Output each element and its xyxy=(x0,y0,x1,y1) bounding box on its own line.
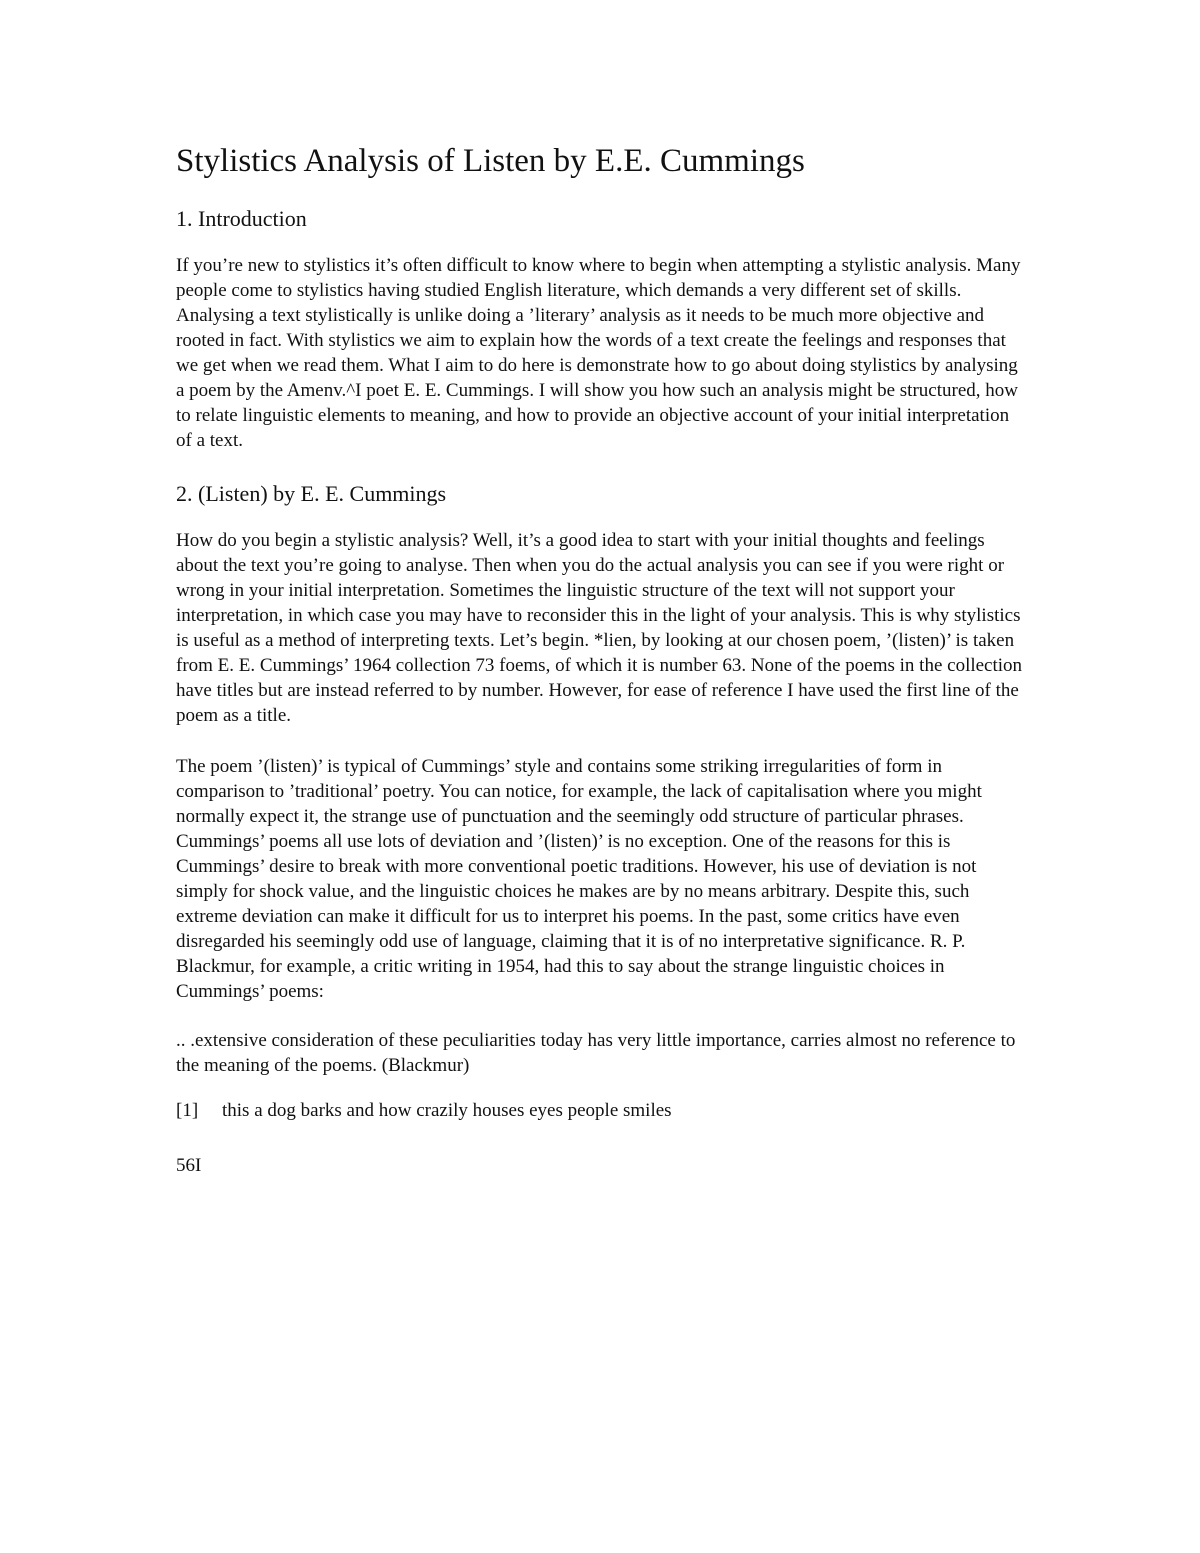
listen-paragraph-1: How do you begin a stylistic analysis? Well, it’s a good idea to start with your initial thoughts and feelings about the text you’re going to analyse. Then when you do the actual analysis you can see if you were right or wrong in your initial interpretation. Sometimes the linguistic structure of the text will not support your interpretation, in which case you may have to reconsider this in the light of your analysis. This is why stylistics is useful as a method of interpreting texts. Let’s begin. *lien, by looking at our chosen poem, ’(listen)’ is taken from E. E. Cummings’ 1964 collection 73 foems, of which it is number 63. None of the poems in the collection have titles but are instead referred to by number. However, for ease of reference I have used the first line of the poem as a title. xyxy=(176,530,1023,726)
document-title: Stylistics Analysis of Listen by E.E. Cummings xyxy=(176,143,805,179)
blackmur-quote: .. .extensive consideration of these peculiarities today has very little importance, carries almost no reference to the meaning of the poems. (Blackmur) xyxy=(176,1030,1016,1076)
example-text: this a dog barks and how crazily houses eyes people smiles xyxy=(222,1100,672,1121)
poem-line-example xyxy=(176,1098,1028,1123)
section-heading-introduction: 1. Introduction xyxy=(176,206,307,231)
listen-paragraph-2: The poem ’(listen)’ is typical of Cummings’ style and contains some striking irregularities of form in comparison to ’traditional’ poetry. You can notice, for example, the lack of capitalisation where you might normally expect it, the strange use of punctuation and the seemingly odd structure of particular phrases. Cummings’ poems all use lots of deviation and ’(listen)’ is no exception. One of the reasons for this is Cummings’ desire to break with more conventional poetic traditions. However, his use of deviation is not simply for shock value, and the linguistic choices he makes are by no means arbitrary. Despite this, such extreme deviation can make it difficult for us to interpret his poems. In the past, some critics have even disregarded his seemingly odd use of language, claiming that it is of no interpretative significance. R. P. Blackmur, for example, a critic writing in 1954, had this to say about the strange linguistic choices in Cummings’ poems: xyxy=(176,756,982,1002)
section-heading-listen: 2. (Listen) by E. E. Cummings xyxy=(176,481,447,506)
example-number: [1] xyxy=(176,1100,199,1121)
document-page xyxy=(176,138,1028,1178)
page-number: 56I xyxy=(176,1155,202,1176)
introduction-paragraph: If you’re new to stylistics it’s often difficult to know where to begin when attempting a stylistic analysis. Many people come to stylistics having studied English literature, which demands a very different set of skills. Analysing a text stylistically is unlike doing a ’literary’ analysis as it needs to be much more objective and rooted in fact. With stylistics we aim to explain how the words of a text create the feelings and responses that we get when we read them. What I aim to do here is demonstrate how to go about doing stylistics by analysing a poem by the Amenv.^I poet E. E. Cummings. I will show you how such an analysis might be structured, how to relate linguistic elements to meaning, and how to provide an objective account of your initial interpretation of a text. xyxy=(176,255,1021,451)
